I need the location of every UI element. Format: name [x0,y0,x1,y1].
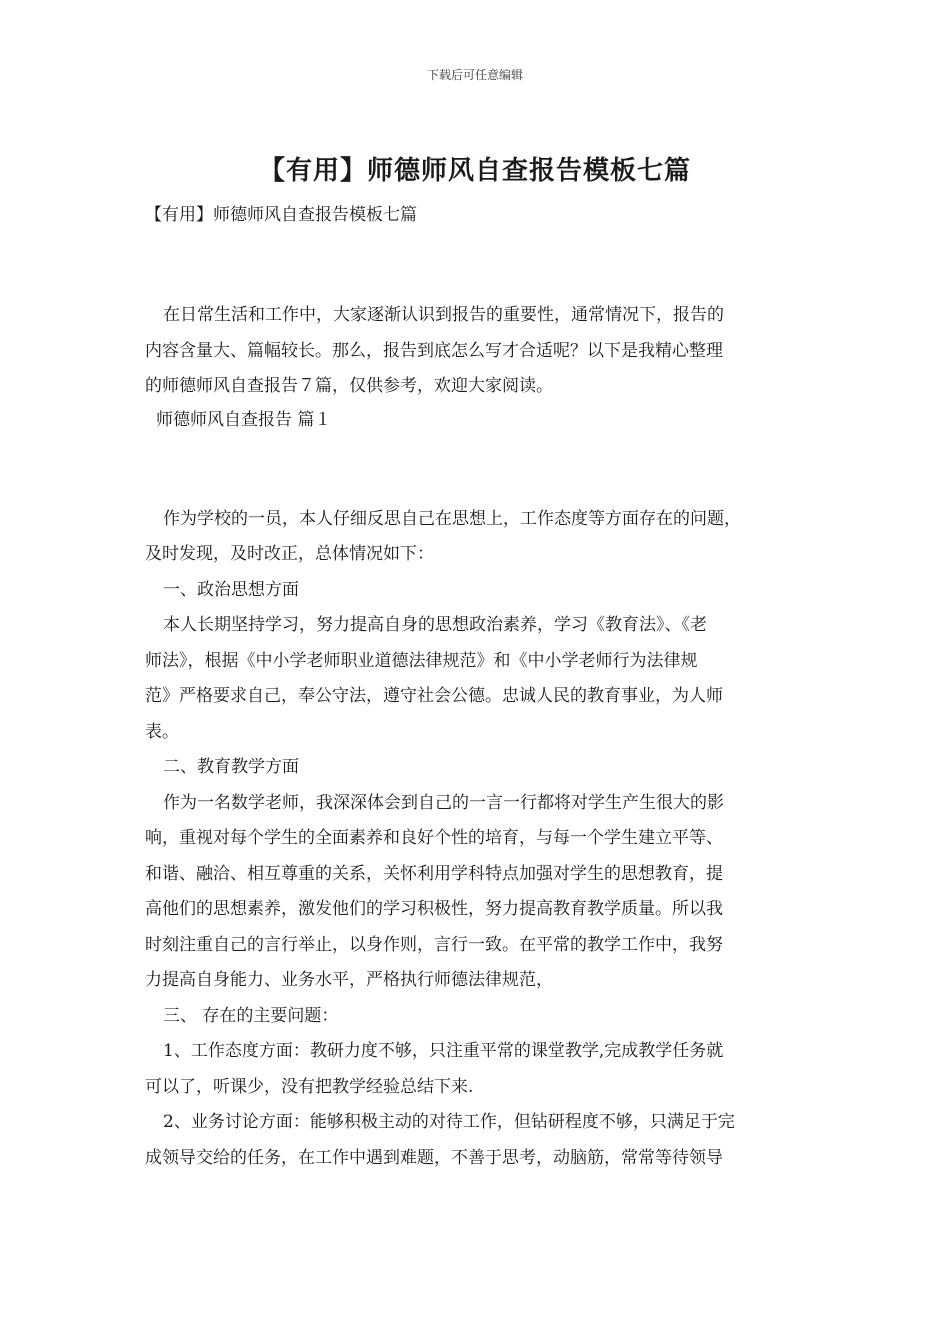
body-line: 力提高自身能力、业务水平，严格执行师德法律规范， [145,970,553,990]
spacer [145,436,810,502]
intro-line: 在日常生活和工作中，大家逐渐认识到报告的重要性，通常情况下，报告的 [163,305,724,325]
section-heading: 二、教育教学方面 [163,757,299,777]
body-line: 时刻注重自己的言行举止，以身作则，言行一致。在平常的教学工作中，我努 [145,934,723,955]
body-line: 1、工作态度方面：教研力度不够，只注重平常的课堂教学,完成教学任务就 [163,1041,724,1061]
body-line: 可以了，听课少，没有把教学经验总结下来. [145,1076,474,1097]
body-line: 表。 [145,721,179,742]
body-line: 高他们的思想素养，激发他们的学习积极性，努力提高教育教学质量。所以我 [145,899,723,919]
document-subtitle: 【有用】师德师风自查报告模板七篇 [145,205,417,225]
body-line: 和谐、融洽、相互尊重的关系，关怀利用学科特点加强对学生的思想教育，提 [145,863,723,884]
body-line: 及时发现，及时改正，总体情况如下： [145,544,434,564]
body-line: 作为学校的一员，本人仔细反思自己在思想上，工作态度等方面存在的问题， [163,508,741,529]
document-body [145,298,810,1176]
body-line: 本人长期坚持学习，努力提高自身的思想政治素养，学习《教育法》、《老 [163,615,707,635]
body-line: 2、业务讨论方面：能够积极主动的对待工作，但钻研程度不够，只满足于完 [163,1112,735,1132]
body-line: 响，重视对每个学生的全面素养和良好个性的培育，与每一个学生建立平等、 [145,828,723,848]
body-line: 师法》，根据《中小学老师职业道德法律规范》和《中小学老师行为法律规 [145,650,698,671]
body-line: 范》严格要求自己，奉公守法，遵守社会公德。忠诚人民的教育事业，为人师 [145,686,723,706]
page-header-note: 下载后可任意编辑 [426,68,523,82]
article-heading: 师德师风自查报告 篇１ [156,409,332,430]
section-heading: 三、 存在的主要问题： [163,1005,339,1026]
section-heading: 一、政治思想方面 [163,579,299,600]
body-line: 成领导交给的任务，在工作中遇到难题，不善于思考，动脑筋，常常等待领导 [145,1147,723,1168]
body-line: 作为一名数学老师，我深深体会到自己的一言一行都将对学生产生很大的影 [163,792,724,813]
document-title: 【有用】师德师风自查报告模板七篇 [258,156,691,186]
intro-line: 的师德师风自查报告７篇，仅供参考，欢迎大家阅读。 [145,376,553,396]
intro-line: 内容含量大、篇幅较长。那么，报告到底怎么写才合适呢？以下是我精心整理 [145,340,723,361]
